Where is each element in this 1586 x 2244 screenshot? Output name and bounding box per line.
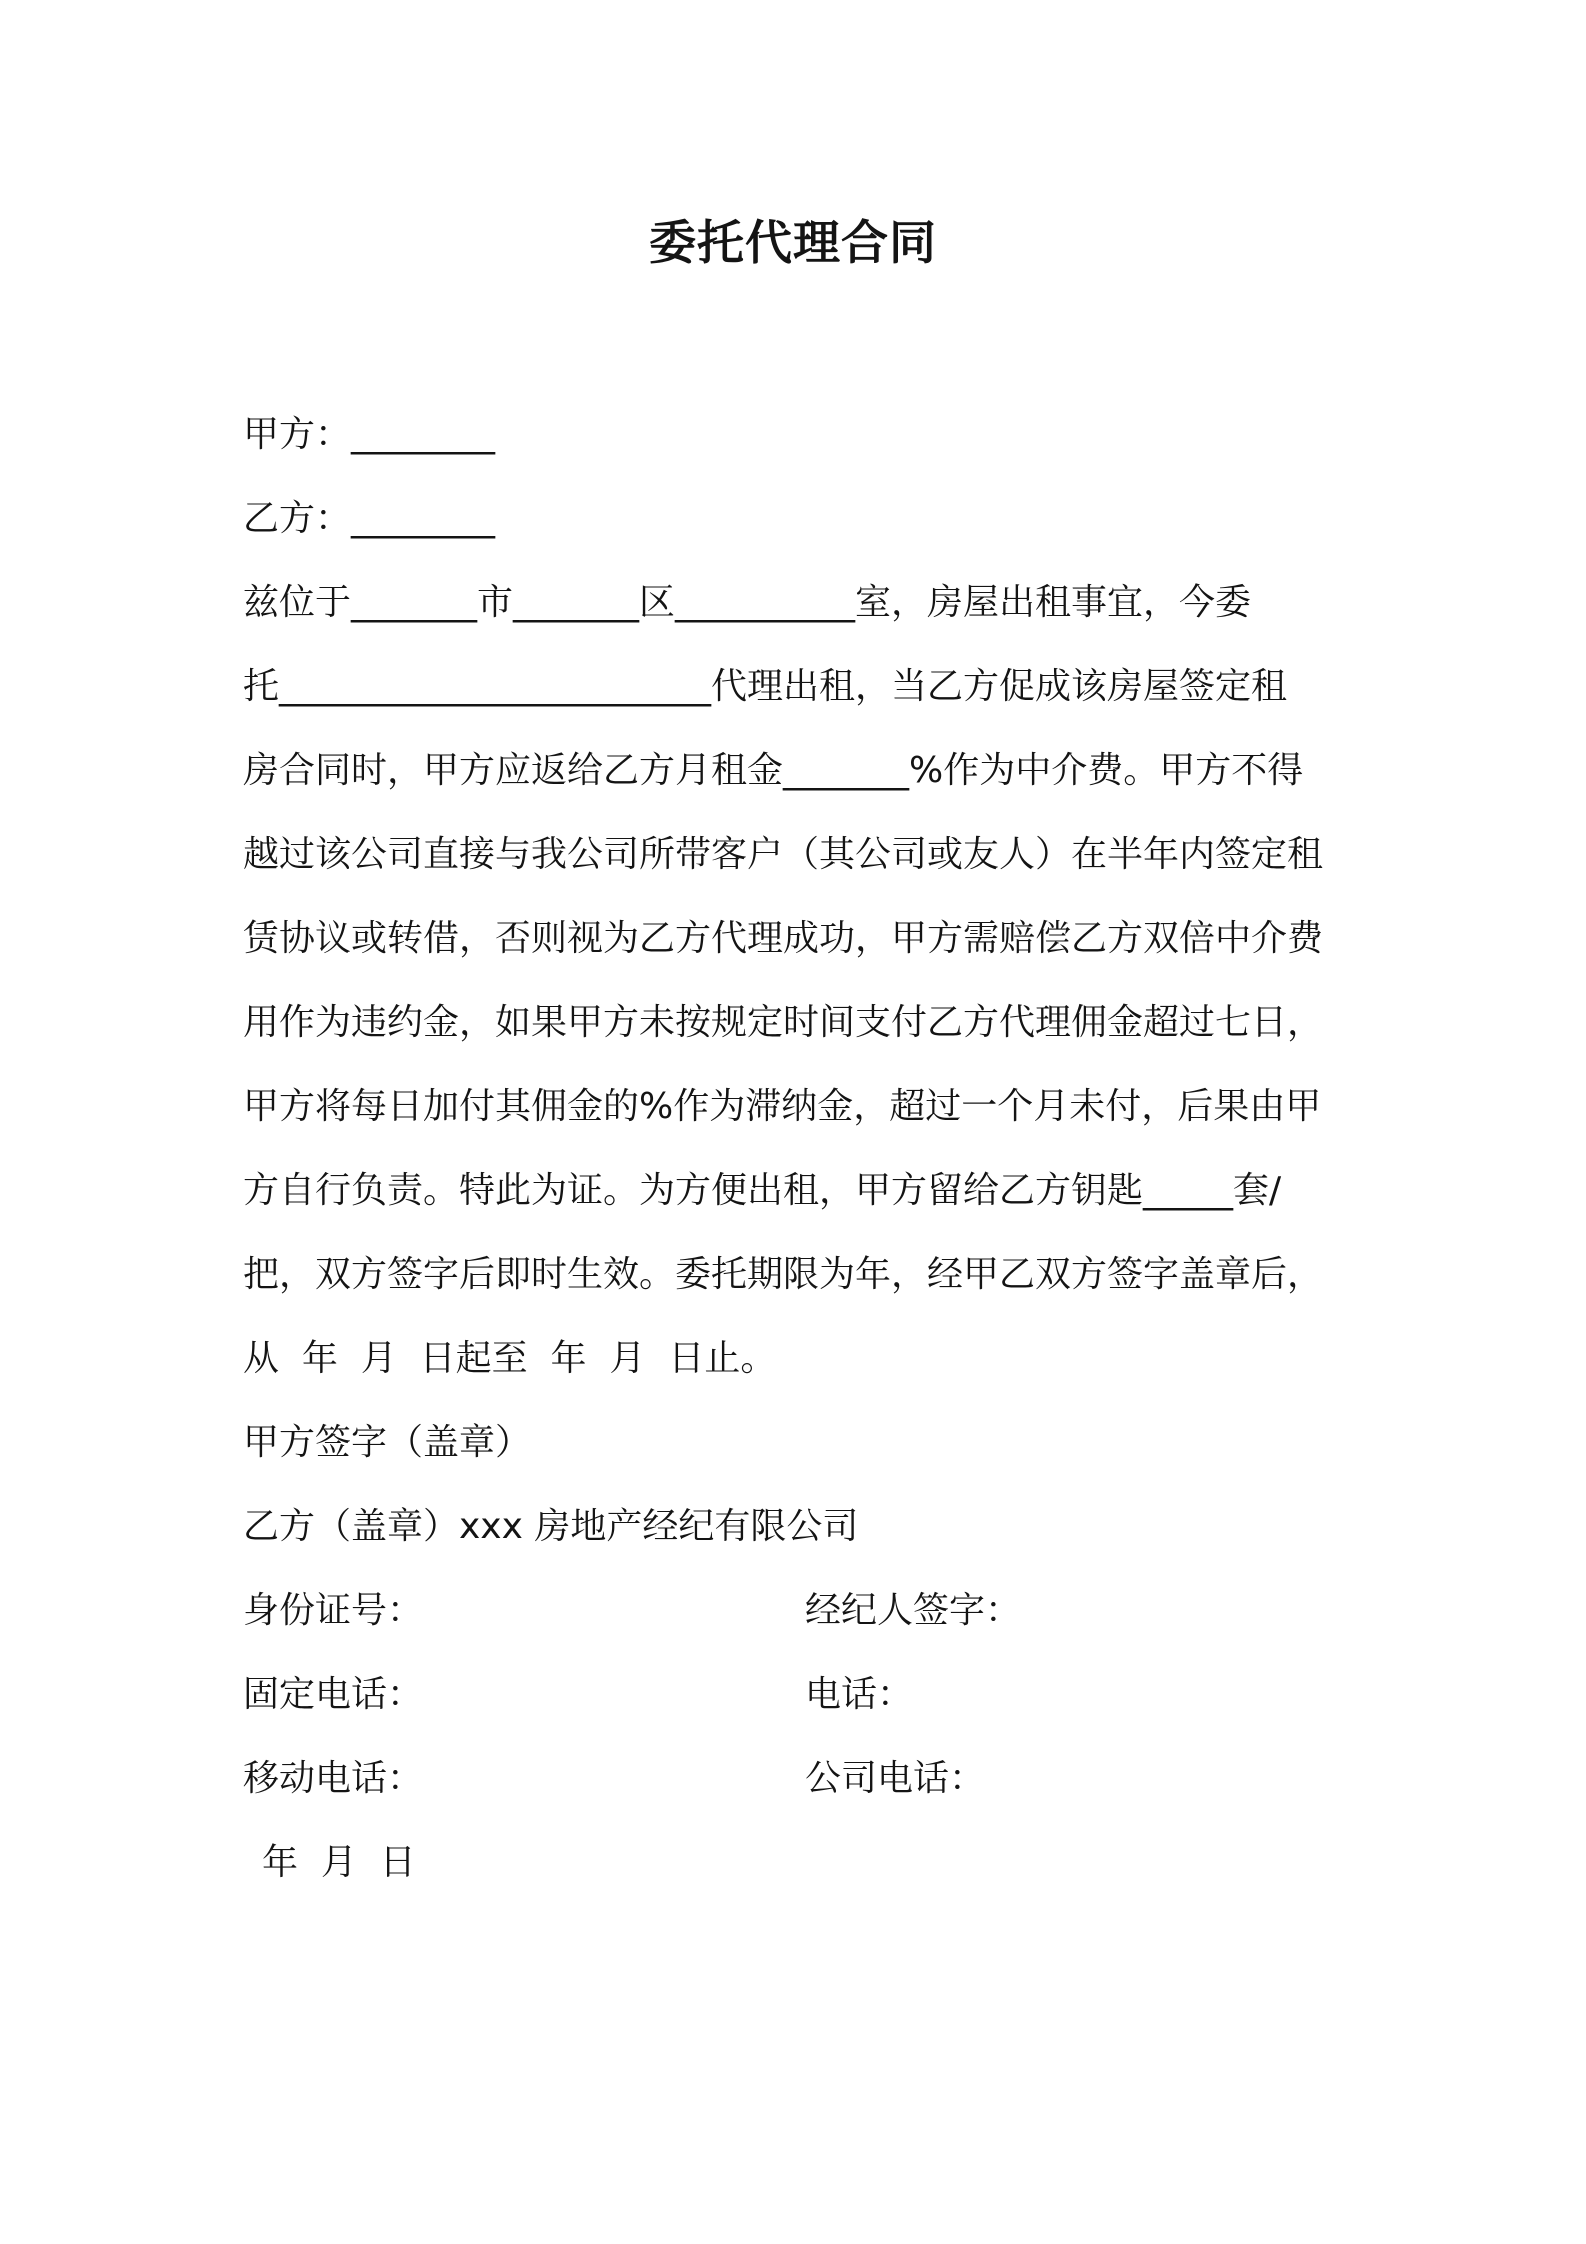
body-line-5: 赁协议或转借，否则视为乙方代理成功，甲方需赔偿乙方双倍中介费 xyxy=(243,918,1324,959)
body-line-1: 兹位于_______市_______区__________室，房屋出租事宜，今委 xyxy=(243,582,1252,623)
body-line-7: 甲方将每日加付其佣金的%作为滞纳金，超过一个月未付，后果由甲 xyxy=(243,1086,1322,1127)
body-line-8: 方自行负责。特此为证。为方便出租，甲方留给乙方钥匙_____套/ xyxy=(243,1170,1282,1211)
landline-label: 固定电话： xyxy=(243,1674,424,1715)
body-line-2: 托________________________代理出租，当乙方促成该房屋签定租 xyxy=(243,666,1288,707)
body-line-6: 用作为违约金，如果甲方未按规定时间支付乙方代理佣金超过七日， xyxy=(243,1002,1324,1043)
body-line-4: 越过该公司直接与我公司所带客户（其公司或友人）在半年内签定租 xyxy=(243,834,1324,875)
party-a-line: 甲方：________ xyxy=(243,414,496,455)
body-line-3: 房合同时，甲方应返给乙方月租金_______%作为中介费。甲方不得 xyxy=(243,750,1304,791)
date-line: 年 月 日 xyxy=(262,1842,416,1883)
body-line-10: 从 年 月 日起至 年 月 日止。 xyxy=(243,1338,777,1379)
body-line-9: 把，双方签字后即时生效。委托期限为年，经甲乙双方签字盖章后， xyxy=(243,1254,1324,1295)
party-a-signature-label: 甲方签字（盖章） xyxy=(243,1422,532,1463)
id-number-label: 身份证号： xyxy=(243,1590,424,1631)
mobile-label: 移动电话： xyxy=(243,1758,424,1799)
party-b-seal-label: 乙方（盖章）xxx 房地产经纪有限公司 xyxy=(243,1506,859,1547)
document-title: 委托代理合同 xyxy=(649,216,937,271)
party-b-line: 乙方：________ xyxy=(243,498,496,539)
phone-label: 电话： xyxy=(805,1674,914,1715)
company-phone-label: 公司电话： xyxy=(805,1758,986,1799)
agent-signature-label: 经纪人签字： xyxy=(805,1590,1022,1631)
